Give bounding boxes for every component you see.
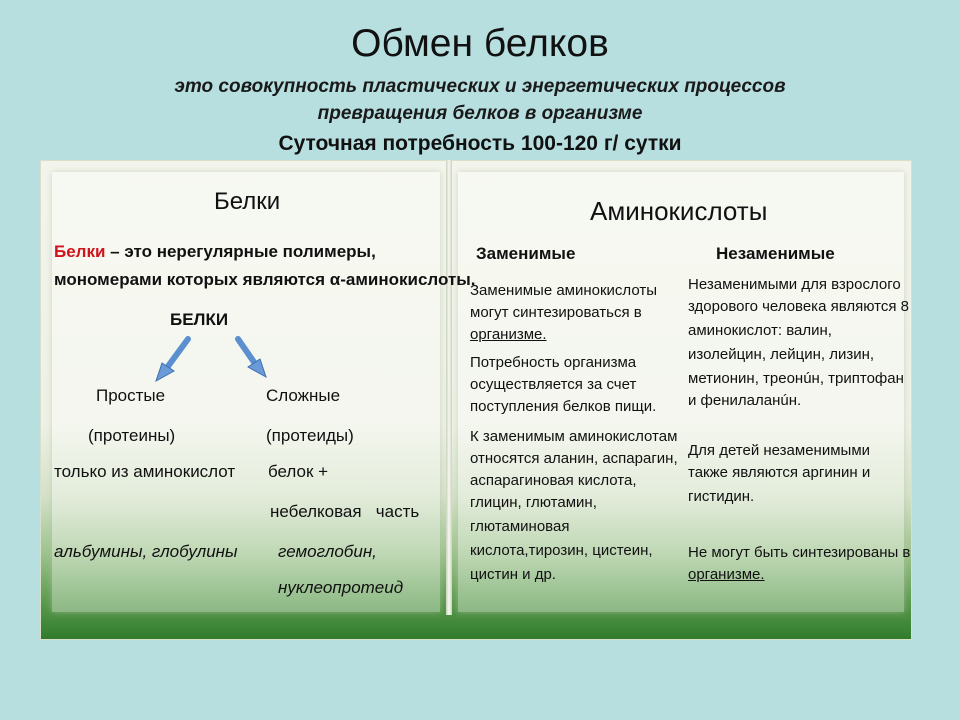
essential-p3-line-2: организме. (688, 566, 765, 583)
proteins-heading: Белки (214, 188, 281, 215)
essential-title: Незаменимые (716, 244, 835, 263)
simple-alt: (протеины) (88, 426, 176, 445)
replaceable-p3-line-2: относятся аланин, аспарагин, (470, 450, 678, 467)
column-divider (446, 160, 452, 615)
definition-term: Белки (54, 242, 106, 261)
replaceable-p1-line-3: организме. (470, 326, 547, 343)
replaceable-p2-line-2: осуществляется за счет (470, 376, 637, 393)
complex-desc-2: небелковая часть (270, 502, 420, 521)
page-title: Обмен белков (351, 22, 609, 65)
complex-desc-1: белок + (268, 462, 329, 481)
essential-p2-line-1: Для детей незаменимыми (688, 442, 871, 459)
essential-p2-line-2: также являются аргинин и (688, 464, 871, 481)
replaceable-p1-line-1: Заменимые аминокислоты (470, 282, 658, 299)
proteins-definition-line-2: мономерами которых являются α-аминокислоты. (54, 270, 476, 289)
tree-arrows-icon (150, 335, 280, 385)
essential-p2-line-3: гистидин. (688, 488, 755, 505)
essential-p3-line-1: Не могут быть синтезированы в (688, 544, 911, 561)
essential-p1-line-6: и фенилаланúн. (688, 392, 802, 409)
replaceable-p2-line-3: поступления белков пищи. (470, 398, 657, 415)
replaceable-p3-line-6: кислота,тирозин, цистеин, (470, 542, 653, 559)
replaceable-p3-line-1: К заменимым аминокислотам (470, 428, 678, 445)
amino-acids-heading: Аминокислоты (590, 196, 768, 226)
simple-title: Простые (96, 386, 166, 405)
essential-p1-line-3: аминокислот: валин, (688, 322, 832, 339)
definition-text: – это нерегулярные полимеры, (105, 242, 376, 261)
replaceable-p3-line-7: цистин и др. (470, 566, 556, 583)
proteins-definition-line-1 (54, 242, 376, 262)
daily-need: Суточная потребность 100-120 г/ сутки (278, 132, 682, 155)
complex-alt: (протеиды) (266, 426, 354, 445)
essential-p1-line-5: метионин, треонúн, триптофан (688, 370, 904, 387)
simple-examples: альбумины, глобулины (54, 542, 238, 561)
essential-p1-line-4: изолейцин, лейцин, лизин, (688, 346, 875, 363)
replaceable-p2-line-1: Потребность организма (470, 354, 637, 371)
subtitle-line-2: превращения белков в организме (317, 103, 643, 124)
simple-desc: только из аминокислот (54, 462, 236, 481)
complex-title: Сложные (266, 386, 341, 405)
replaceable-p1-line-2: могут синтезироваться в (470, 304, 642, 321)
complex-example-1: гемоглобин, (278, 542, 377, 561)
replaceable-p3-line-5: глютаминовая (470, 518, 570, 535)
replaceable-title: Заменимые (476, 244, 576, 263)
essential-p1-line-2: здорового человека являются 8 (688, 298, 909, 315)
tree-root-label: БЕЛКИ (170, 310, 229, 329)
essential-p1-line-1: Незаменимыми для взрослого (688, 276, 901, 293)
replaceable-p3-line-4: глицин, глютамин, (470, 494, 597, 511)
subtitle-line-1: это совокупность пластических и энергетических процессов (174, 76, 786, 97)
replaceable-p3-line-3: аспарагиновая кислота, (470, 472, 637, 489)
complex-example-2: нуклеопротеид (278, 578, 404, 597)
